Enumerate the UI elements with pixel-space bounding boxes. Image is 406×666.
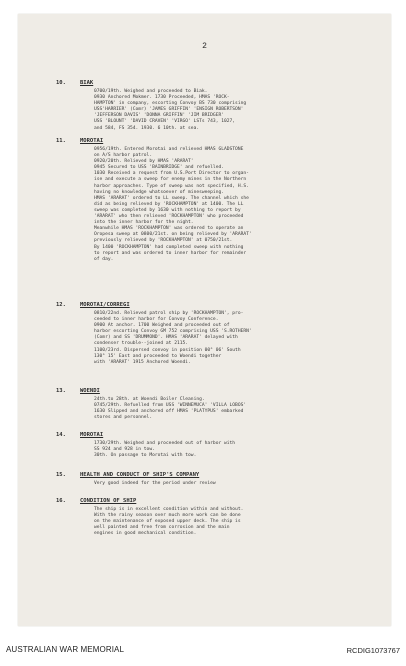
section-title: MOROTAI/CORREGI	[80, 302, 130, 308]
section-body: 24th.to 28th. at Woendi Boiler Cleaning. 0745/29th. Refuelled from USS 'WINNEMUCA' 'VILLA LOBOS' 1630 Slipped and anchored off HMAS 'PLATYPUS' embarked stores and personnel.	[94, 397, 247, 421]
section-title: HEALTH AND CONDUCT OF SHIP'S COMPANY	[80, 472, 200, 478]
section-title: MOROTAI	[80, 432, 104, 438]
section-body: 0956/19th. Entered Morotai and relieved HMAS GLADSTONE on A/S harbor patrol. 0920/20th. Relieved by HMAS 'ARARAT' 0945 Secured to USS 'BAINBRIDGE' and refuelled. 1030 Received a request from U.S.Port Director to organ- ise and execute a sweep for enemy mines in the Northern harbor approaches. Type of sweep was not specified, H.S. having no knowledge whatsoever of minesweeping. HMAS 'ARARAT' ordered to LL sweep. The channel which she did as being relieved by 'ROCKHAMPTON' at 1400. The LL sweep was completed by 1630 with nothing to report by 'ARARAT' who then relieved 'ROCKHAMPTON' who proceeded into the inner harbor for the night. Meanwhile HMAS 'ROCKHAMPTON' was ordered to operate an Oropesa sweep at 0800/21st. on being relieved by 'ARARAT' previously relieved by 'ROCKHAMPTON' at 0750/21st. By 1400 'ROCKHAMPTON' had completed sweep with nothing to report and was ordered to inner harbor for remainder of day.	[94, 147, 252, 262]
section-title: BIAK	[80, 80, 94, 86]
section-number: 11.	[56, 138, 66, 144]
footer-record-id: RCDIG1073767	[346, 646, 400, 655]
section-title: CONDITION OF SHIP	[80, 498, 137, 504]
section-number: 12.	[56, 302, 66, 308]
section-number: 16.	[56, 498, 66, 504]
footer-archive-name: AUSTRALIAN WAR MEMORIAL	[6, 645, 125, 654]
section-number: 15.	[56, 472, 66, 478]
section-body: 1730/29th. Weighed and proceeded out of harbor with SS 924 and 928 in tow. 30th. On passage to Morotai with tow.	[94, 441, 236, 459]
section-number: 13.	[56, 388, 66, 394]
section-body: 0700/19th. Weighed and proceeded to Biak. 0930 Anchored Mokmer. 1730 Proceeded, HMAS 'ROCK- HAMPTON' in company, escorting Convoy BS 730 comprising USS'HARRIER' (Comr) 'JAMES GRIFFIN' 'ENSIGN ROBERTSON' 'JEFFERSON DAVIS' 'DONNA GRIFFIN' 'JIM BRIDGER' USS 'BLOUNT' 'DAVID CRAVEN' 'VIRGO' LSTs 743, 1027, and 584, FS 354. 1930. 6 10th. at sea.	[94, 89, 247, 131]
section-number: 14.	[56, 432, 66, 438]
section-body: The ship is in excellent condition within and without. With the rainy season over much more work can be done on the maintenance of exposed upper deck. The ship is well painted and free from corrosion and the main engines in good mechanical condition.	[94, 507, 244, 537]
document-page	[18, 14, 391, 626]
section-title: WOENDI	[80, 388, 100, 394]
section-body: 0810/22nd. Relieved patrol ship by 'ROCKHAMPTON', pro- ceeded to inner harbor for Convoy Conference. 0900 At anchor. 1700 Weighed and proceeded out of harbor escorting Convoy GM 752 comprising USS 'S.ROTHERN' (Comr) and SS 'DRUMMOND'. HMAS 'ARARAT' delayed with condenser trouble--joined at 2115. 1100/23rd. Dispersed convoy in position 00° 06' South 130° 15' East and proceeded to Woendi together with 'ARARAT' 1915 Anchored Woendi.	[94, 311, 252, 365]
section-body: Very good indeed for the period under review	[94, 481, 216, 486]
section-title: MOROTAI	[80, 138, 104, 144]
section-number: 10.	[56, 80, 66, 86]
page-number: 2	[202, 42, 207, 51]
